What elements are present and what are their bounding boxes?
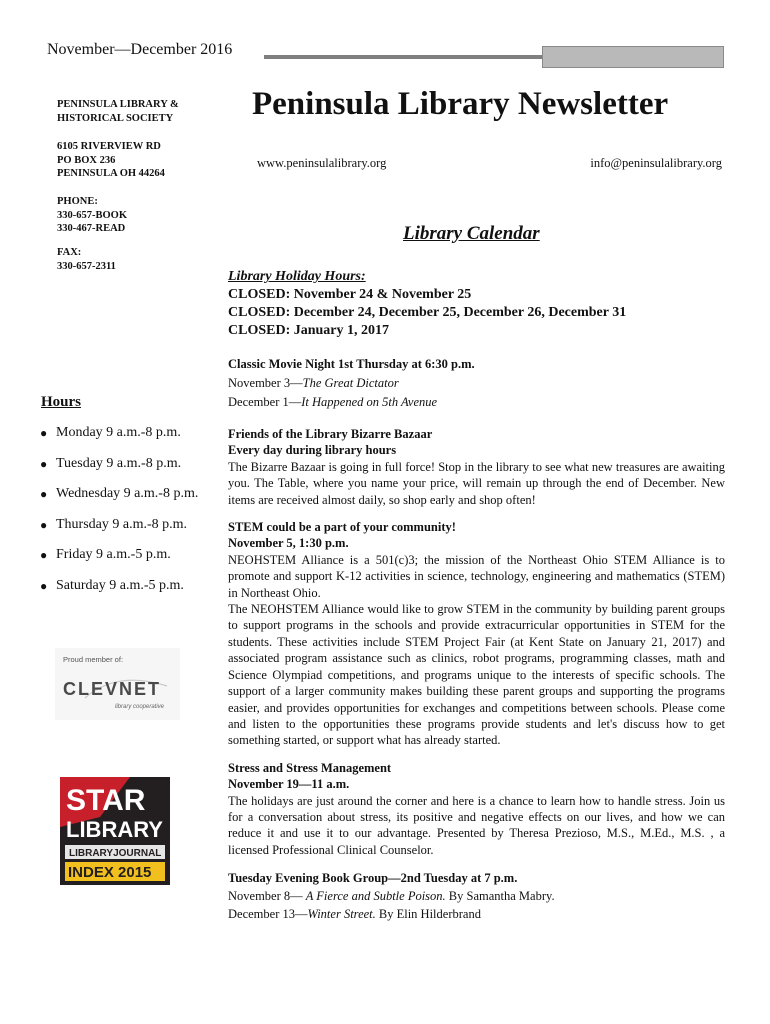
movie-item bbox=[228, 374, 725, 393]
bazaar-heading: Friends of the Library Bizarre Bazaar bbox=[228, 427, 433, 441]
bullet-icon: ● bbox=[40, 456, 48, 471]
stress-date: November 19—11 a.m. bbox=[228, 777, 350, 792]
hours-item bbox=[38, 485, 198, 516]
book-item bbox=[228, 905, 725, 923]
address-line: PO BOX 236 bbox=[57, 154, 116, 166]
stress-section bbox=[228, 760, 725, 858]
movie-item bbox=[228, 393, 725, 412]
index-word: INDEX 2015 bbox=[68, 864, 152, 881]
clevnet-logo bbox=[55, 648, 180, 720]
library-address bbox=[57, 140, 165, 181]
hours-item bbox=[38, 577, 198, 608]
book-author: By Elin Hilderbrand bbox=[375, 907, 481, 922]
hours-text: Monday 9 a.m.-8 p.m. bbox=[56, 425, 181, 440]
bullet-icon: ● bbox=[40, 548, 48, 562]
stress-heading: Stress and Stress Management bbox=[228, 760, 392, 775]
stem-body: NEOHSTEM Alliance is a 501(c)3; the mission of the Northeast Ohio STEM Alliance is to promote and support K-12 activities in science, technology, engineering and mathematics (STEM) in Northeast Ohio. bbox=[228, 552, 725, 600]
stress-body: The holidays are just around the corner and here is a chance to learn how to handle stress. Join us for a conversation about stress, its positive and negative effects on our lives, and how we can reduce it and use it to our advantage. Presented by Theresa Prezioso, M.S., M.Ed., M.S. , a licensed Professional Clinical Counselor. bbox=[228, 793, 725, 857]
library-name-line: HISTORICAL SOCIETY bbox=[57, 112, 174, 124]
movie-date: December 1— bbox=[228, 395, 302, 409]
bazaar-subheading: Every day during library hours bbox=[228, 443, 397, 458]
movie-date: November 3— bbox=[228, 376, 303, 390]
star-word: STAR bbox=[66, 784, 146, 817]
hours-text: Tuesday 9 a.m.-8 p.m. bbox=[56, 455, 182, 471]
address-line: 6105 RIVERVIEW RD bbox=[57, 141, 161, 152]
stem-heading: STEM could be a part of your community! bbox=[228, 520, 456, 535]
newsletter-date: November—December 2016 bbox=[47, 41, 233, 58]
clevnet-wordmark: CLEVNET bbox=[63, 679, 162, 699]
clevnet-sub: library cooperative bbox=[115, 704, 165, 710]
holiday-section bbox=[228, 268, 725, 340]
holiday-heading: Library Holiday Hours: bbox=[228, 269, 366, 284]
address-line: PENINSULA OH 44264 bbox=[57, 168, 165, 179]
star-library-logo bbox=[60, 777, 170, 885]
bullet-icon: ● bbox=[40, 426, 48, 440]
book-date: December 13— bbox=[228, 907, 308, 922]
fax-label: FAX: bbox=[57, 247, 82, 258]
library-name bbox=[57, 98, 179, 125]
hours-item bbox=[38, 516, 198, 547]
holiday-line: CLOSED: November 24 & November 25 bbox=[228, 287, 472, 302]
movie-heading: Classic Movie Night 1st Thursday at 6:30 p.m. bbox=[228, 357, 475, 371]
book-author: By Samantha Mabry. bbox=[445, 889, 555, 904]
hours-text: Saturday 9 a.m.-5 p.m. bbox=[56, 577, 184, 593]
hours-item bbox=[38, 424, 198, 455]
fax-block bbox=[57, 246, 116, 273]
stem-body: The NEOHSTEM Alliance would like to grow STEM in the community by building parent groups to support programs in the schools and provide extracurricular opportunities in STEM for the students. These activities include STEM Project Fair (at Kent State on January 21, 2017) and associated program assistance such as clinics, robot programs, programming classes, math and Science Olympiad competitions, and programs unique to the interests of specific schools. The support of a larger community makes building these parent groups and supporting the programs easier, and provides opportunities for exchanges and competitions between schools. Please come and listen to the opportunities these programs provide students and let's discuss how to get something started, or support what has already started. bbox=[228, 602, 725, 748]
hours-item bbox=[38, 455, 198, 486]
hours-text: Friday 9 a.m.-5 p.m. bbox=[56, 547, 171, 562]
holiday-line: CLOSED: January 1, 2017 bbox=[228, 323, 390, 338]
library-word: LIBRARY bbox=[66, 817, 163, 842]
book-group-heading: Tuesday Evening Book Group—2nd Tuesday at 7 p.m. bbox=[228, 871, 518, 886]
stem-date: November 5, 1:30 p.m. bbox=[228, 536, 349, 551]
book-item bbox=[228, 887, 725, 905]
stem-section bbox=[228, 519, 725, 749]
bazaar-section bbox=[228, 426, 725, 508]
newsletter-title: Peninsula Library Newsletter bbox=[252, 86, 669, 122]
phone-number: 330-657-BOOK bbox=[57, 209, 127, 221]
header-rule-box bbox=[542, 46, 724, 68]
website-link[interactable]: www.peninsulalibrary.org bbox=[257, 156, 387, 170]
bullet-icon: ● bbox=[40, 487, 48, 501]
hours-text: Wednesday 9 a.m.-8 p.m. bbox=[56, 486, 199, 501]
phone-label: PHONE: bbox=[57, 196, 98, 207]
hours-item bbox=[38, 546, 198, 577]
book-group-section bbox=[228, 869, 725, 923]
bullet-icon: ● bbox=[40, 517, 48, 532]
library-name-line: PENINSULA LIBRARY & bbox=[57, 99, 179, 110]
hours-text: Thursday 9 a.m.-8 p.m. bbox=[56, 516, 188, 532]
movie-title: The Great Dictator bbox=[302, 376, 399, 390]
email-link[interactable]: info@peninsulalibrary.org bbox=[590, 156, 722, 170]
calendar-heading: Library Calendar bbox=[403, 223, 540, 244]
hours-list bbox=[38, 424, 198, 607]
book-title: Winter Street. bbox=[307, 907, 376, 922]
book-title: A Fierce and Subtle Poison. bbox=[305, 889, 446, 904]
calendar-content bbox=[228, 268, 725, 923]
book-date: November 8— bbox=[228, 889, 306, 904]
hours-heading: Hours bbox=[41, 394, 82, 410]
journal-word: LIBRARYJOURNAL bbox=[69, 848, 162, 859]
movie-title: It Happened on 5th Avenue bbox=[301, 395, 438, 409]
clevnet-label: Proud member of: bbox=[63, 655, 124, 664]
phone-number: 330-467-READ bbox=[57, 223, 126, 234]
bazaar-body: The Bizarre Bazaar is going in full force! Stop in the library to see what new treasures are awaiting you. The Table, where you name your price, will remain up through the end of December. New items are received almost daily, so shop early and shop often! bbox=[228, 459, 725, 507]
movie-section bbox=[228, 355, 725, 412]
bullet-icon: ● bbox=[40, 578, 48, 593]
phone-block bbox=[57, 195, 127, 236]
holiday-line: CLOSED: December 24, December 25, December 26, December 31 bbox=[228, 305, 627, 320]
fax-number: 330-657-2311 bbox=[57, 260, 116, 272]
